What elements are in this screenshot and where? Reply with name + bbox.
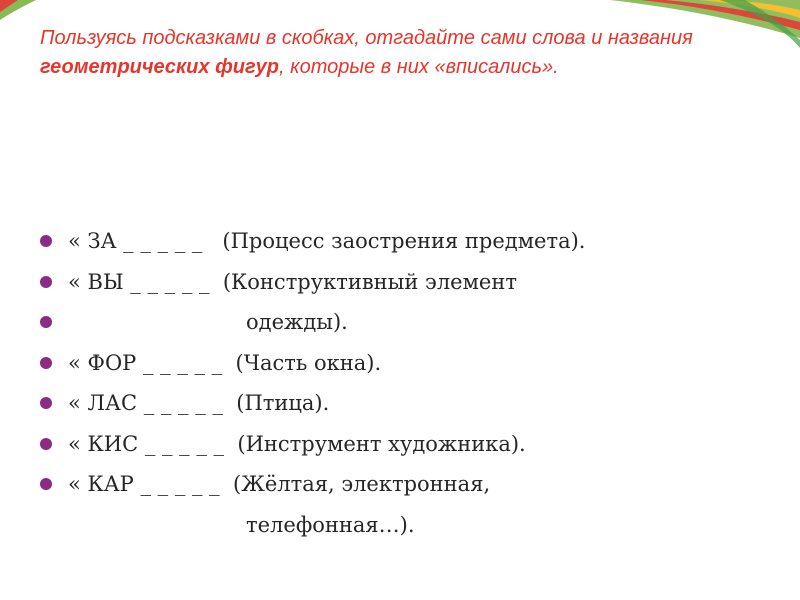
bullet-icon <box>40 276 52 288</box>
list-item: « КИС _ _ _ _ _ (Инструмент художника). <box>40 424 760 465</box>
bullet-icon <box>40 397 52 409</box>
list-item: « КАР _ _ _ _ _ (Жёлтая, электронная, <box>40 464 760 505</box>
bullet-icon <box>40 235 52 247</box>
riddle-list <box>40 221 760 545</box>
slide-title: Пользуясь подсказками в скобках, отгадайте сами слова и названия геометрических фигур, которые в них «вписались». <box>40 27 693 78</box>
bullet-icon <box>40 316 52 328</box>
list-item: одежды). <box>40 302 760 343</box>
bullet-icon <box>40 438 52 450</box>
bullet-icon <box>40 478 52 490</box>
list-item: « ЗА _ _ _ _ _ (Процесс заострения предмета). <box>40 221 760 262</box>
bullet-icon <box>40 357 52 369</box>
list-item: « ФОР _ _ _ _ _ (Часть окна). <box>40 343 760 384</box>
list-item: « ВЫ _ _ _ _ _ (Конструктивный элемент <box>40 262 760 303</box>
list-item-continuation: телефонная…). <box>246 512 415 537</box>
title-bold-phrase: геометрических фигур <box>40 56 280 78</box>
list-item: « ЛАС _ _ _ _ _ (Птица). <box>40 383 760 424</box>
